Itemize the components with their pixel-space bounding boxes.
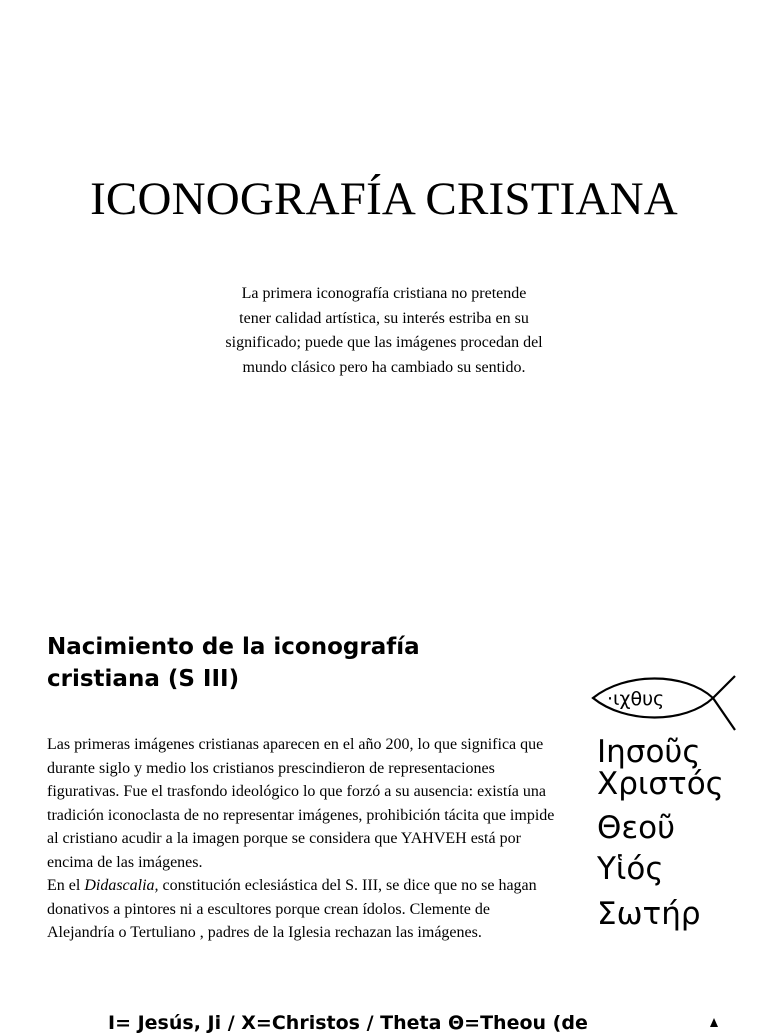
- intro-text: [180, 282, 588, 380]
- word-soter: Σωτήρ: [597, 896, 701, 932]
- intro-line: mundo clásico pero ha cambiado su sentido.: [242, 358, 526, 376]
- body-paragraph-2: [47, 874, 557, 945]
- section-heading-line: Nacimiento de la iconografía: [47, 634, 420, 660]
- didascalia-title: Didascalia,: [84, 877, 159, 894]
- intro-line: La primera iconografía cristiana no pretende: [241, 285, 527, 302]
- word-huios: Υἱός: [597, 851, 664, 887]
- section-body: [47, 733, 557, 945]
- word-theou: Θεοῦ: [597, 810, 676, 846]
- cut-off-line: I= Jesús, Ji / X=Christos / Theta Θ=Theou (de: [108, 1012, 588, 1034]
- ichthys-figure: [585, 670, 745, 940]
- fish-text: ·ιχθυς: [607, 688, 665, 710]
- word-christos: Χριστός: [597, 766, 724, 802]
- ichthys-drawing: [585, 670, 745, 940]
- ichthys-fish-icon: [593, 676, 735, 730]
- word-iesous: Ιησοῦς: [597, 734, 701, 770]
- section-heading-line: cristiana (S III): [47, 666, 240, 692]
- section-heading: [47, 631, 547, 695]
- page-corner-mark: [708, 1014, 720, 1026]
- paragraph-text: constitución eclesiástica del S. III, se dice que no se hagan donativos a pintores ni a escultores porque crean ídolos. Clemente de Alejandría o Tertuliano , padres de la Iglesia rechazan las imágenes.: [47, 877, 537, 941]
- intro-line: tener calidad artística, su interés estriba en su: [239, 309, 529, 327]
- intro-line: significado; puede que las imágenes procedan del: [225, 334, 543, 351]
- body-paragraph-1: Las primeras imágenes cristianas aparecen en el año 200, lo que significa que durante siglo y medio los cristianos prescindieron de representaciones figurativas. Fue el trasfondo ideológico lo que forzó a su ausencia: existía una tradición iconoclasta de no representar imágenes, prohibición tácita que impide al cristiano acudir a la imagen porque se considera que YAHVEH está por encima de las imágenes.: [47, 736, 555, 871]
- page-title: ICONOGRAFÍA CRISTIANA: [90, 173, 678, 225]
- paragraph-text: En el: [47, 877, 85, 894]
